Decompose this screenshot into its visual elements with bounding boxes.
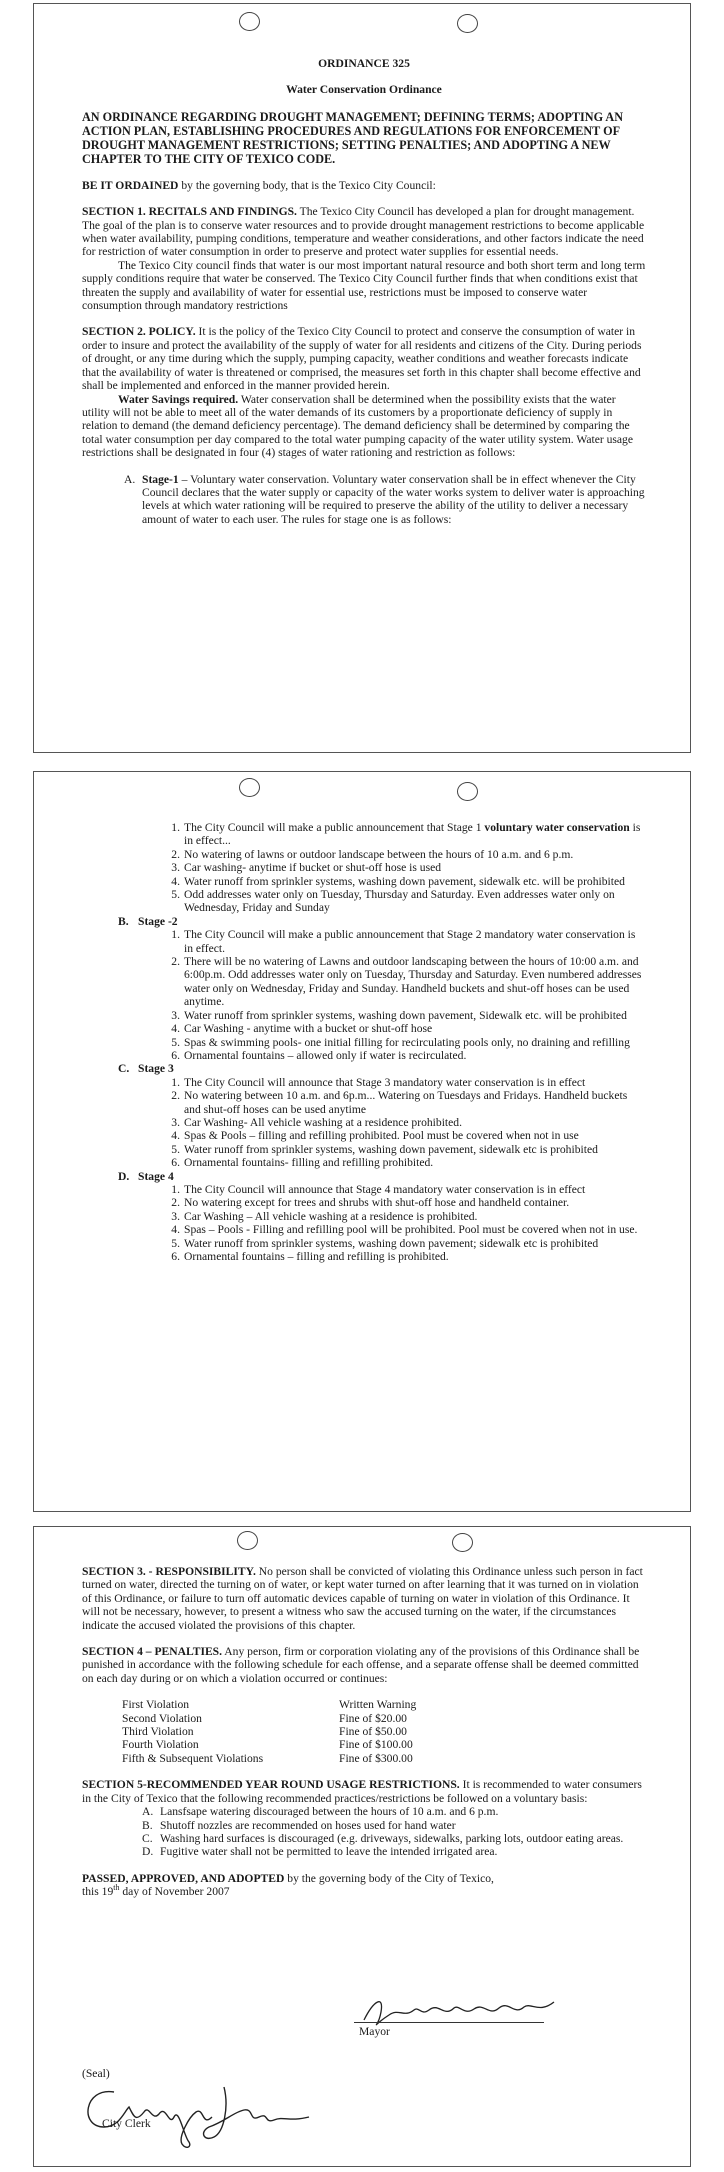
table-row: [122, 1752, 416, 1765]
stage-letter: B.: [118, 914, 129, 928]
section-3-heading: SECTION 3. - RESPONSIBILITY.: [82, 1565, 256, 1578]
penalty-cell: Written Warning: [339, 1698, 417, 1712]
mayor-label: Mayor: [359, 2025, 390, 2038]
mayor-signature: [359, 1990, 559, 2030]
list-item: [171, 821, 646, 848]
item-number: 5.: [171, 1236, 180, 1250]
table-row: [122, 1738, 416, 1751]
seal-label: (Seal): [82, 2067, 110, 2080]
item-number: 4.: [171, 874, 180, 888]
item-text: No watering of lawns or outdoor landscape between the hours of 10 a.m. and 6 p.m.: [184, 847, 574, 861]
list-item: [142, 1832, 646, 1845]
item-number: 6.: [171, 1156, 180, 1170]
list-item: [171, 1008, 646, 1022]
list-item: [142, 1805, 646, 1818]
list-item: [171, 1022, 646, 1036]
section-3-paragraph: [82, 1565, 646, 1632]
list-item: [171, 1035, 646, 1049]
adoption-text: by the governing body of the City of Texico,: [284, 1871, 494, 1885]
item-text: Water runoff from sprinkler systems, washing down pavement, sidewalk etc. will be prohibited: [184, 874, 625, 888]
item-number: 1.: [171, 1075, 180, 1089]
stage-2-list: [82, 928, 646, 1062]
list-item: [171, 1236, 646, 1250]
item-number: 1.: [171, 928, 180, 942]
ordinance-title: ORDINANCE 325: [318, 57, 410, 70]
stage-letter: C.: [118, 1062, 130, 1076]
violation-cell: Fourth Violation: [122, 1738, 199, 1752]
recommendations-list: [82, 1805, 646, 1859]
item-text: Water runoff from sprinkler systems, washing down pavement, Sidewalk etc. will be prohibited: [184, 1008, 627, 1022]
penalty-cell: Fine of $20.00: [339, 1711, 407, 1725]
section-4-paragraph: [82, 1645, 646, 1685]
list-item: [171, 847, 646, 861]
document-page-1: [33, 3, 691, 753]
item-text: Shutoff nozzles are recommended on hoses used for hand water: [160, 1818, 456, 1832]
section-5-heading: SECTION 5-RECOMMENDED YEAR ROUND USAGE RESTRICTIONS.: [82, 1778, 460, 1792]
item-number: 5.: [171, 1035, 180, 1049]
adoption-heading: PASSED, APPROVED, AND ADOPTED: [82, 1871, 285, 1885]
section-4-heading: SECTION 4 – PENALTIES.: [82, 1645, 223, 1659]
item-number: 1.: [171, 821, 180, 834]
penalty-cell: Fine of $50.00: [339, 1725, 407, 1739]
item-text: The City Council will announce that Stage 3 mandatory water conservation is in effect: [184, 1075, 586, 1089]
list-item: [171, 1250, 646, 1263]
list-item: [171, 1209, 646, 1223]
list-item: [142, 1819, 646, 1832]
stage-d-heading: [82, 1170, 646, 1183]
item-bold-text: voluntary water conservation: [484, 821, 630, 834]
section-5-text: It is recommended to water consumers in the City of Texico that the following recommended practices/restrictions be followed on a voluntary basis:: [82, 1778, 642, 1805]
item-text: Washing hard surfaces is discouraged (e.g. driveways, sidewalks, parking lots, outdoor eating areas.: [160, 1831, 624, 1845]
item-text: Ornamental fountains – allowed only if water is recirculated.: [184, 1048, 467, 1062]
violation-cell: Second Violation: [122, 1711, 202, 1725]
clerk-label: City Clerk: [102, 2117, 151, 2130]
list-item: [171, 1182, 646, 1196]
item-text: Water runoff from sprinkler systems, washing down pavement, sidewalk etc is prohibited: [184, 1142, 598, 1156]
date-text: day of November 2007: [119, 1885, 230, 1899]
item-text: Spas – Pools - Filling and refilling pool will be prohibited. Pool must be covered when not in use.: [184, 1223, 638, 1237]
document-page-2: [33, 771, 691, 1512]
penalty-cell: Fine of $300.00: [339, 1751, 413, 1765]
table-row: [122, 1712, 416, 1725]
item-text: Fugitive water shall not be permitted to leave the intended irrigated area.: [160, 1845, 498, 1859]
item-text: Car washing- anytime if bucket or shut-off hose is used: [184, 861, 442, 875]
ordained-clause: [82, 179, 646, 192]
item-number: 2.: [171, 955, 180, 969]
list-item: [171, 1129, 646, 1143]
item-number: 2.: [171, 1196, 180, 1210]
item-number: 6.: [171, 1048, 180, 1062]
item-number: 2.: [171, 847, 180, 861]
section-1-paragraph-2: The Texico City council finds that water is our most important natural resource and both short term and long term supply conditions require that water be conserved. The Texico City Council further finds that when conditions exist that threaten the supply and availability of water for essential use, restrictions must be imposed to conserve water consumption through mandatory restrictions: [82, 258, 646, 313]
item-text: The City Council will make a public announcement that Stage 1: [184, 821, 485, 834]
item-number: 4.: [171, 1022, 180, 1036]
list-item: [171, 888, 646, 915]
item-text: Ornamental fountains- filling and refilling prohibited.: [184, 1156, 434, 1170]
section-1-heading: SECTION 1. RECITALS AND FINDINGS.: [82, 205, 297, 219]
violation-cell: First Violation: [122, 1698, 190, 1712]
stage-title: Stage 3: [138, 1062, 174, 1076]
item-letter: C.: [142, 1831, 153, 1845]
list-item: [171, 1156, 646, 1170]
punch-hole: [457, 782, 478, 801]
list-item: [171, 1223, 646, 1237]
stage-title: Stage -2: [138, 914, 178, 928]
item-letter: D.: [142, 1845, 154, 1859]
ordinance-preamble: AN ORDINANCE REGARDING DROUGHT MANAGEMENT; DEFINING TERMS; ADOPTING AN ACTION PLAN, ESTABLISHING PROCEDURES AND REGULATIONS FOR ENFORCEMENT OF DROUGHT MANAGEMENT RESTRICTIONS; SETTING PENALTIES; AND ADOPTING A NEW CHAPTER TO THE CITY OF TEXICO CODE.: [82, 109, 624, 166]
section-4-text: Any person, firm or corporation violating any of the provisions of this Ordinance shall be punished in accordance with the following schedule for each offense, and a separate offense shall be deemed committed on each day during or on which a violation occurred or continues:: [82, 1645, 640, 1685]
item-text: Spas & Pools – filling and refilling prohibited. Pool must be covered when not in use: [184, 1129, 579, 1143]
item-letter: A.: [142, 1805, 154, 1819]
item-text: Odd addresses water only on Tuesday, Thursday and Saturday. Even addresses water only on Wednesday, Friday and Sunday: [184, 888, 615, 915]
item-number: 4.: [171, 1223, 180, 1237]
item-text: There will be no watering of Lawns and outdoor landscaping between the hours of 10:00 a.m. and 6:00p.m. Odd addresses water only on Tuesday, Thursday and Saturday. Even numbered addresses water only on Wednesday, Friday and Sunday. Handheld buckets and shut-off hoses can be used anytime.: [184, 955, 642, 1009]
adoption-paragraph: [82, 1872, 646, 1885]
item-text: Water runoff from sprinkler systems, washing down pavement; sidewalk etc is prohibited: [184, 1236, 599, 1250]
list-item: [171, 928, 646, 955]
date-ordinal: th: [113, 1883, 120, 1893]
list-item: [171, 1142, 646, 1156]
water-savings-heading: Water Savings required.: [118, 392, 239, 406]
item-text: Lansfsape watering discouraged between the hours of 10 a.m. and 6 p.m.: [160, 1805, 499, 1819]
section-1-text: The Texico City Council has developed a plan for drought management. The goal of the plan is to conserve water resources and to provide drought management restrictions to become applicable when water availability, pumping conditions, temperature and weather considerations, and other factors indicate the need for restriction of water consumption in order to preserve and protect water supplies for essential needs.: [82, 205, 645, 259]
list-item: [171, 1196, 646, 1210]
item-number: 6.: [171, 1250, 180, 1263]
item-number: 3.: [171, 1209, 180, 1223]
item-text: Ornamental fountains – filling and refilling is prohibited.: [184, 1250, 449, 1263]
item-text: Spas & swimming pools- one initial filling for recirculating pools only, no draining and refilling: [184, 1035, 630, 1049]
list-item: [171, 1075, 646, 1089]
punch-hole: [237, 1531, 258, 1550]
stage-b-heading: [82, 915, 646, 928]
item-text: The City Council will announce that Stage 4 mandatory water conservation is in effect: [184, 1182, 586, 1196]
section-2-paragraph: [82, 325, 646, 392]
stage-3-list: [82, 1076, 646, 1170]
list-item: [171, 861, 646, 875]
adoption-date: [82, 1885, 646, 1898]
stage-a-text: – Voluntary water conservation. Voluntary water conservation shall be in effect whenever the City Council declares that the water supply or capacity of the water works system to deliver water is approaching levels at which water rationing will be required to preserve the ability of the utility to deliver a necessary amount of water to each user. The rules for stage one is as follows:: [142, 472, 645, 526]
item-text: No watering except for trees and shrubs with shut-off hose and handheld container.: [184, 1196, 570, 1210]
water-savings-paragraph: [82, 393, 646, 460]
item-text: Car Washing - anytime with a bucket or shut-off hose: [184, 1022, 433, 1036]
violation-cell: Fifth & Subsequent Violations: [122, 1751, 264, 1765]
section-2-heading: SECTION 2. POLICY.: [82, 325, 196, 339]
item-number: 5.: [171, 1142, 180, 1156]
list-item: [171, 874, 646, 888]
stage-a-letter: A.: [124, 472, 136, 486]
item-text: Car Washing- All vehicle washing at a residence prohibited.: [184, 1115, 462, 1129]
stage-4-list: [82, 1183, 646, 1263]
table-row: [122, 1698, 416, 1711]
list-item: [142, 1845, 646, 1858]
penalty-cell: Fine of $100.00: [339, 1738, 413, 1752]
item-number: 1.: [171, 1182, 180, 1196]
ordained-rest: by the governing body, that is the Texico City Council:: [178, 178, 436, 192]
stage-a-heading: Stage-1: [142, 472, 179, 486]
section-5-paragraph: [82, 1778, 646, 1805]
list-item: [171, 955, 646, 1009]
section-3-text: No person shall be convicted of violating this Ordinance unless such person in fact turned on water, directed the turning on of water, or kept water turned on after learning that it was turned on in violation of this Ordinance, or failure to turn off automatic devices capable of turning on water in violation of this Ordinance. It will not be necessary, however, to present a witness who saw the accused turning on the water, if the circumstances indicate the accused violated the provisions of this chapter.: [82, 1565, 643, 1632]
item-number: 3.: [171, 1115, 180, 1129]
item-text: Car Washing – All vehicle washing at a residence is prohibited.: [184, 1209, 478, 1223]
list-item: [171, 1089, 646, 1116]
section-2-text: It is the policy of the Texico City Council to protect and conserve the consumption of water in order to insure and protect the availability of the supply of water for all residents and citizens of the City. During periods of drought, or any time during which the supply, pumping capacity, weather conditions and weather forecasts indicate that the availability of water is threatened or comprised, the measures set forth in this chapter shall become effective and shall be implemented and enforced in the manner provided herein.: [82, 325, 642, 393]
item-number: 4.: [171, 1129, 180, 1143]
section-1-paragraph: [82, 205, 646, 259]
table-row: [122, 1725, 416, 1738]
item-text: No watering between 10 a.m. and 6p.m... Watering on Tuesdays and Fridays. Handheld buckets and shut-off hoses can be used anytime: [184, 1089, 628, 1116]
item-letter: B.: [142, 1818, 153, 1832]
stage-a-paragraph: [82, 473, 646, 527]
mayor-signature-line: [354, 2022, 544, 2023]
water-savings-text: Water conservation shall be determined when the possibility exists that the water utility will not be able to meet all of the water demands of its customers by a proportionate deficiency of supply in relation to demand (the demand deficiency percentage). The demand deficiency shall be determined by comparing the total water consumption per day compared to the total water pumping capacity of the water utility system. Water usage restrictions shall be designated in four (4) stages of water rationing and restriction as follows:: [82, 392, 633, 460]
ordinance-subtitle: Water Conservation Ordinance: [286, 83, 442, 97]
punch-hole: [457, 14, 478, 33]
list-item: [171, 1048, 646, 1062]
penalty-schedule-table: [122, 1698, 416, 1765]
stage-letter: D.: [118, 1169, 130, 1183]
item-number: 3.: [171, 1008, 180, 1022]
item-text: is in effect...: [184, 821, 641, 848]
stage-title: Stage 4: [138, 1169, 174, 1183]
ordained-lead: BE IT ORDAINED: [82, 178, 179, 192]
punch-hole: [239, 12, 260, 31]
date-text: this 19: [82, 1885, 114, 1899]
list-item: [171, 1115, 646, 1129]
document-page-3: [33, 1526, 691, 2167]
stage-c-heading: [82, 1062, 646, 1075]
item-number: 3.: [171, 861, 180, 875]
stage-1-list: [82, 821, 646, 915]
item-text: The City Council will make a public announcement that Stage 2 mandatory water conservation is in effect.: [184, 928, 636, 955]
item-number: 5.: [171, 888, 180, 902]
punch-hole: [452, 1533, 473, 1552]
violation-cell: Third Violation: [122, 1725, 194, 1739]
punch-hole: [239, 778, 260, 797]
item-number: 2.: [171, 1089, 180, 1103]
